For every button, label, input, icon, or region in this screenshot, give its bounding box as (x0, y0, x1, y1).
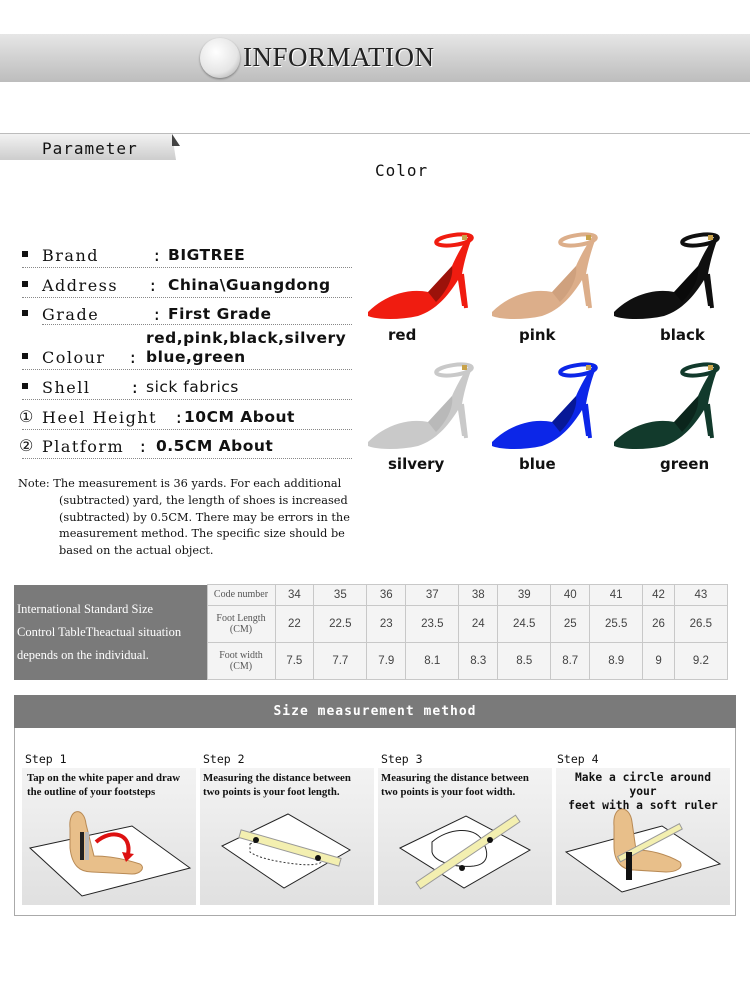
note-line: based on the actual object. (59, 544, 214, 558)
step-4-title: Step 4 (557, 752, 599, 766)
table-cell: 26.5 (674, 605, 727, 642)
table-cell: 38 (459, 585, 498, 606)
spec-label: Heel Height (42, 408, 158, 427)
note-line: Note: The measurement is 36 yards. For each additional (18, 477, 342, 490)
row-header: Foot Length (CM) (207, 605, 275, 642)
banner-title: INFORMATION (243, 42, 435, 72)
step-desc-line: Measuring the distance between (203, 772, 351, 784)
note-line: (subtracted) by 0.5CM. There may be errors in the (59, 510, 350, 524)
row-header: Code number (207, 585, 275, 606)
table-cell: 8.7 (551, 642, 590, 679)
size-table (14, 584, 728, 680)
size-table-title-line: depends on the individual. (17, 647, 149, 662)
step-2-description (203, 771, 351, 799)
shoe-black (612, 222, 722, 322)
table-cell: 23 (367, 605, 406, 642)
table-cell: 24.5 (498, 605, 551, 642)
spec-label: Platform (42, 437, 125, 456)
bullet-icon (22, 281, 28, 287)
step-desc-line: Tap on the white paper and draw (27, 772, 180, 784)
table-cell: 36 (367, 585, 406, 606)
table-cell: 35 (314, 585, 367, 606)
shoe-blue-icon (490, 352, 600, 452)
shoe-green (612, 352, 722, 452)
size-table-title-line: Control TableTheactual situation (17, 624, 182, 639)
table-cell: 22.5 (314, 605, 367, 642)
spec-label: Shell (42, 378, 91, 397)
colour-value-line1: red,pink,black,silvery (146, 329, 347, 347)
table-cell: 37 (406, 585, 459, 606)
spec-colour (22, 346, 352, 370)
step-desc-line: Measuring the distance between (381, 772, 529, 784)
spec-value: BIGTREE (168, 246, 246, 264)
step-desc-line: feet with a soft ruler (568, 799, 718, 812)
table-cell: 25 (551, 605, 590, 642)
marker-1-icon: ① (19, 407, 34, 426)
table-cell: 39 (498, 585, 551, 606)
table-cell: 40 (551, 585, 590, 606)
bullet-icon (22, 353, 28, 359)
color-label-green: green (660, 455, 710, 473)
spec-colon: : (128, 348, 138, 367)
step-desc-line: two points is your foot width. (381, 786, 516, 798)
step-desc-line: the outline of your footsteps (27, 786, 156, 798)
spec-address (22, 274, 352, 298)
spec-platform (19, 435, 352, 459)
table-cell: 41 (590, 585, 643, 606)
bullet-icon (22, 310, 28, 316)
color-label-blue: blue (519, 455, 556, 473)
table-cell: 8.9 (590, 642, 643, 679)
shoe-green-icon (612, 352, 722, 452)
spec-label: Colour (42, 348, 106, 367)
note-line: (subtracted) yard, the length of shoes is increased (59, 493, 348, 507)
shoe-silvery (366, 352, 476, 452)
spec-colon: : (148, 276, 158, 295)
color-label-red: red (388, 326, 417, 344)
spec-colon: : (174, 408, 184, 427)
table-cell: 23.5 (406, 605, 459, 642)
spec-brand (22, 244, 352, 268)
table-cell: 9.2 (674, 642, 727, 679)
step-1-description (27, 771, 180, 799)
shoe-pink (490, 222, 600, 322)
measurement-method-title: Size measurement method (273, 704, 477, 719)
table-cell: 26 (643, 605, 674, 642)
spec-value: 0.5CM About (156, 437, 274, 455)
banner-circle-icon (200, 38, 240, 78)
parameter-divider (0, 133, 750, 134)
table-cell: 7.5 (275, 642, 314, 679)
spec-label: Address (42, 276, 119, 295)
parameter-label: Parameter (42, 139, 138, 158)
marker-2-icon: ② (19, 436, 34, 455)
step-2-title: Step 2 (203, 752, 245, 766)
table-cell: 25.5 (590, 605, 643, 642)
spec-shell (22, 376, 352, 400)
spec-heel-height (19, 406, 352, 430)
spec-colon: : (130, 378, 140, 397)
color-label-black: black (660, 326, 705, 344)
shoe-black-icon (612, 222, 722, 322)
parameter-tab-flag (172, 134, 180, 146)
color-heading: Color (375, 161, 429, 180)
table-cell: 8.3 (459, 642, 498, 679)
colour-value-line2: blue,green (146, 348, 246, 366)
table-cell: 43 (674, 585, 727, 606)
size-table-title (14, 585, 207, 680)
shoe-red (366, 222, 476, 322)
color-label-silvery: silvery (388, 455, 445, 473)
spec-value: sick fabrics (146, 378, 239, 396)
size-table-title-line: International Standard Size (17, 601, 154, 616)
step-3-title: Step 3 (381, 752, 423, 766)
spec-colon: : (138, 437, 148, 456)
step-desc-line: two points is your foot length. (203, 786, 340, 798)
spec-divider (42, 324, 352, 325)
row-header: Foot width (CM) (207, 642, 275, 679)
step-3-description (381, 771, 529, 799)
table-cell: 42 (643, 585, 674, 606)
table-cell: 7.9 (367, 642, 406, 679)
size-note (18, 476, 418, 560)
spec-colon: : (152, 246, 162, 265)
table-cell: 8.1 (406, 642, 459, 679)
color-label-pink: pink (519, 326, 556, 344)
step-4-description (560, 771, 726, 813)
spec-value: 10CM About (184, 408, 295, 426)
shoe-blue (490, 352, 600, 452)
table-cell: 22 (275, 605, 314, 642)
table-cell: 24 (459, 605, 498, 642)
note-line: measurement method. The specific size should be (59, 527, 345, 541)
table-cell: 34 (275, 585, 314, 606)
shoe-pink-icon (490, 222, 600, 322)
step-1-title: Step 1 (25, 752, 67, 766)
step-desc-line: Make a circle around your (574, 771, 712, 798)
shoe-silvery-icon (366, 352, 476, 452)
spec-label: Grade (42, 305, 100, 324)
spec-label: Brand (42, 246, 99, 265)
spec-colon: : (152, 305, 162, 324)
bullet-icon (22, 383, 28, 389)
spec-value: First Grade (168, 305, 272, 323)
bullet-icon (22, 251, 28, 257)
table-cell: 9 (643, 642, 674, 679)
shoe-red-icon (366, 222, 476, 322)
spec-value: China\Guangdong (168, 276, 331, 294)
table-cell: 7.7 (314, 642, 367, 679)
table-row (14, 585, 728, 606)
table-cell: 8.5 (498, 642, 551, 679)
